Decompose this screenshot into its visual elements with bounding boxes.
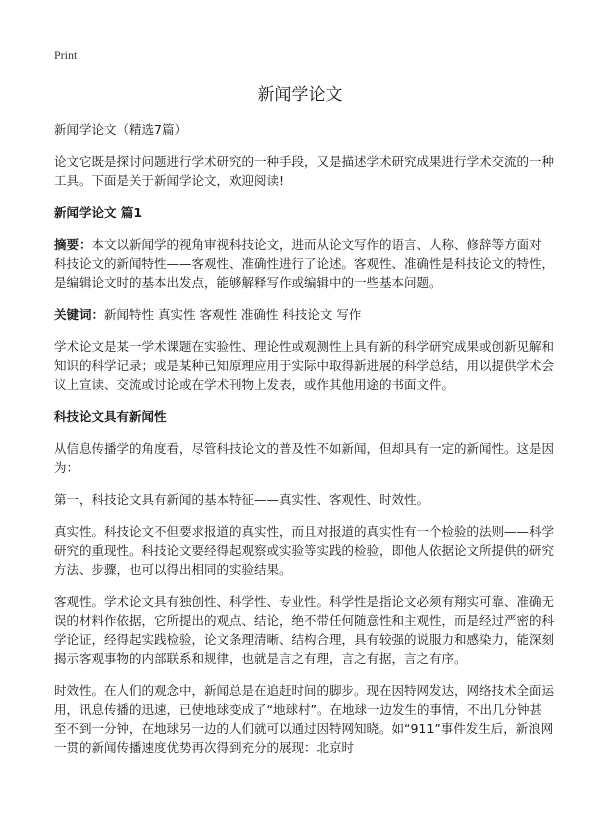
print-link[interactable]: Print bbox=[54, 48, 78, 62]
document-subtitle: 新闻学论文（精选7篇） bbox=[54, 122, 187, 137]
perspective-paragraph: 从信息传播学的角度看，尽管科技论文的普及性不如新闻，但却具有一定的新闻性。这是因为： bbox=[54, 441, 555, 475]
abstract-text: 本文以新闻学的视角审视科技论文，进而从论文写作的语言、人称、修辞等方面对科技论文的新闻特性——客观性、准确性进行了论述。客观性、准确性是科技论文的特性，是编辑论文时的基本出发点，能够解释写作或编辑中的一些基本问题。 bbox=[54, 237, 555, 290]
document-body bbox=[54, 120, 554, 770]
intro-paragraph: 论文它既是探讨问题进行学术研究的一种手段，又是描述学术研究成果进行学术交流的一种工具。下面是关于新闻学论文，欢迎阅读! bbox=[54, 154, 555, 188]
abstract-paragraph bbox=[54, 235, 554, 292]
keywords-text: 新闻特性 真实性 客观性 准确性 科技论文 写作 bbox=[104, 307, 362, 322]
section-heading-1: 新闻学论文 篇1 bbox=[54, 205, 143, 220]
keywords-paragraph bbox=[54, 305, 554, 324]
keywords-label: 关键词： bbox=[54, 307, 105, 322]
timeliness-paragraph: 时效性。在人们的观念中，新闻总是在追赶时间的脚步。现在因特网发达，网络技术全面运用，讯息传播的迅速，已使地球变成了“地球村”。在地球一边发生的事情，不出几分钟甚至不到一分钟，在地球另一边的人们就可以通过因特网知晓。如“911”事件发生后，新浪网一贯的新闻传播速度优势再次得到充分的展现：北京时 bbox=[54, 683, 555, 755]
section-heading-2: 科技论文具有新闻性 bbox=[54, 409, 167, 424]
objectivity-paragraph: 客观性。学术论文具有独创性、科学性、专业性。科学性是指论文必须有翔实可靠、准确无误的材料作依据，它所提出的观点、结论，绝不带任何随意性和主观性，而是经过严密的科学论证，经得起实践检验，论文条理清晰、结构合理，具有较强的说服力和感染力，能深刻揭示客观事物的内部联系和规律，也就是言之有理，言之有据，言之有序。 bbox=[54, 594, 555, 666]
page-title: 新闻学论文 bbox=[257, 85, 343, 105]
abstract-label: 摘要： bbox=[54, 237, 92, 252]
first-point-paragraph: 第一，科技论文具有新闻的基本特征——真实性、客观性、时效性。 bbox=[54, 492, 430, 507]
truth-paragraph: 真实性。科技论文不但要求报道的真实性，而且对报道的真实性有一个检验的法则——科学研究的重现性。科技论文要经得起观察或实验等实践的检验，即他人依据论文所提供的研究方法、步骤，也可以得出相同的实验结果。 bbox=[54, 524, 555, 577]
definition-paragraph: 学术论文是某一学术课题在实验性、理论性或观测性上具有新的科学研究成果或创新见解和知识的科学记录；或是某种已知原理应用于实际中取得新进展的科学总结，用以提供学术会议上宣读、交流或讨论或在学术刊物上发表，或作其他用途的书面文件。 bbox=[54, 339, 555, 392]
